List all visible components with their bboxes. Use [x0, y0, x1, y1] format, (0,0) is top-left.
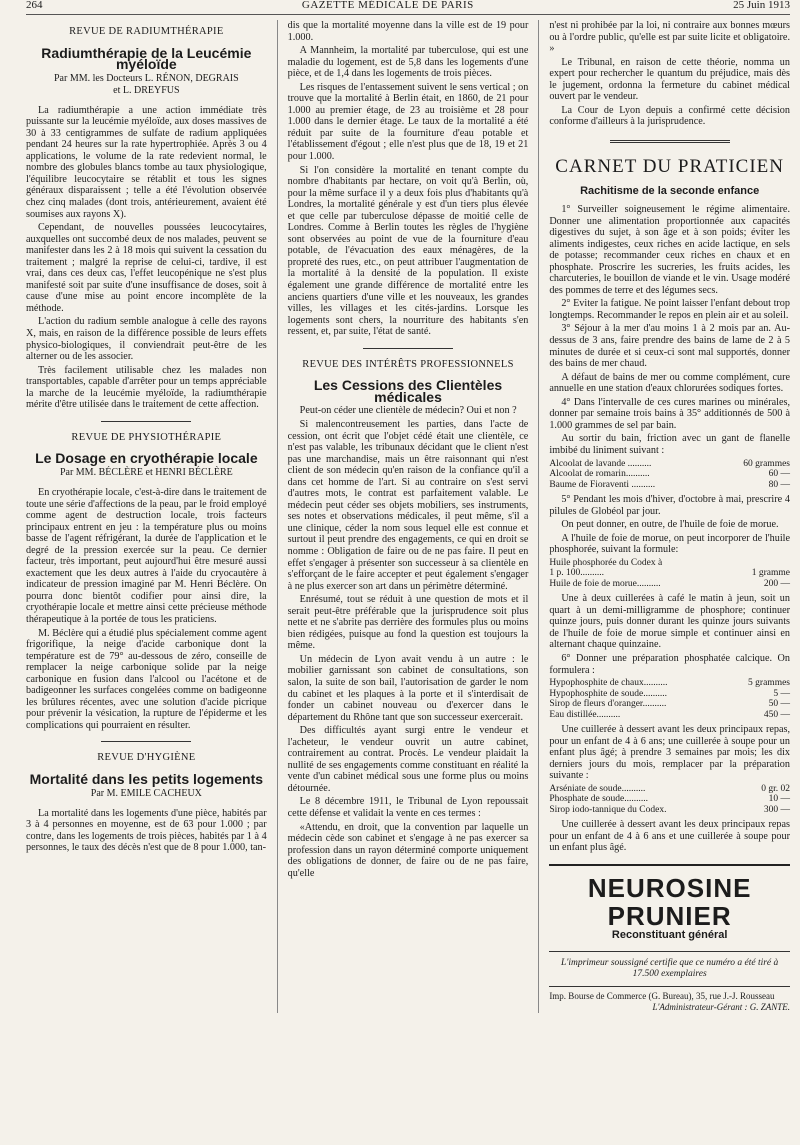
quantity: 450 —: [763, 709, 790, 720]
ingredient: Sirop de fleurs d'oranger..........: [549, 699, 667, 710]
advertisement: [549, 864, 790, 942]
paragraph: Une cuillerée à dessert avant les deux principaux repas pour un enfant de 4 à 6 ans et une cuillerée à soupe pour un enfant plus âgé.: [549, 819, 790, 854]
printer-line: Imp. Bourse de Commerce (G. Bureau), 35, rue J.-J. Rousseau: [549, 991, 775, 1002]
divider: [610, 140, 730, 143]
paragraph: Les risques de l'entassement suivent le sens vertical ; on trouve que la mortalité à Berlin était, en 1860, de 21 pour 1.000 au premier étage, de 23 au troisième et 28 pour 1.000 dans le dernier étage. Le taux de la mortalité a été réduit par suite de la fourniture d'eau potable et l'établissement d'égout ; elle n'est plus que de 18, 19 et 21 pour 1.000.: [287, 81, 529, 163]
paragraph: Très facilement utilisable chez les malades non transportables, capable d'arrêter pour un temps appréciable la marche de la leucémie myéloïde, la radiumthérapie mérite d'être utilisée dans le traitement de cette affection.: [26, 364, 267, 411]
column-3: [549, 20, 790, 1013]
article-authors: [26, 73, 267, 97]
paragraph: Une à deux cuillerées à café le matin à jeun, soit un quart à un demi-milligramme de phosphore; continuer quinze jours, puis donner durant les quinze jours suivants de l'huile de foie de morue simple et continuer ainsi en alternant chaque quinzaine.: [549, 593, 790, 651]
section-heading: REVUE D'HYGIÈNE: [97, 752, 196, 764]
recipe-row: [549, 568, 790, 579]
recipe-row: [549, 689, 790, 700]
recipe-row: [549, 469, 790, 480]
paragraph: Si l'on considère la mortalité en tenant compte du nombre d'habitants par hectare, on voit qu'à Berlin, où, pour la même surface il y a deux fois plus d'habitants qu'à Londres, la mortalité générale y est d'un tiers plus élevée et que celle par tuberculose dépasse de moitié celle de Londres. Comme à Berlin toutes les règles de l'hygiène sont observées au point de vue de la fourniture d'eau potable, de l'évacuation des eaux ménagères, de la propreté des rues, etc., on peut attribuer l'augmentation de la mortalité à la densité de la population. Il existe également une grande différence de mortalité entre les anciens quartiers d'une ville et les nouveaux, les grandes villes, les villages et les cités-jardins. Lorsque les logements sont chers, la nourriture des habitants s'en ressent, et, par suite, l'état de santé.: [287, 164, 529, 338]
paragraph: Enrésumé, tout se réduit à une question de mots et il serait peut-être préférable que la jurisprudence soit plus nette et ne s'abrite pas derrière des formules plus ou moins bien rédigées, puisque au fond la question est toujours la même.: [287, 594, 529, 652]
quantity: 1 gramme: [751, 568, 790, 579]
article-title: Mortalité dans les petits logements: [29, 770, 264, 787]
recipe-list: [549, 558, 790, 590]
quantity: 200 —: [763, 578, 790, 589]
quantity: 10 —: [768, 794, 790, 805]
ingredient: Baume de Fioraventi ..........: [549, 479, 656, 490]
recipe-list: [549, 784, 790, 816]
ingredient: Arséniate de soude..........: [549, 783, 646, 794]
article-title: Radiumthérapie de la Leucémie myéloïde: [41, 44, 252, 73]
paragraph: Le Tribunal, en raison de cette théorie, nomma un expert pour rechercher le quantum du préjudice, mais dès le jugement, ordonna la fermeture du cabinet médical ouvert par le vendeur.: [549, 56, 790, 103]
paragraph: «Attendu, en droit, que la convention par laquelle un médecin cède son cabinet et s'engage à ne pas exercer sa profession dans un rayon déterminé comporte uniquement des obligations de donner, de faire ou de ne pas faire, qu'elle: [287, 821, 529, 879]
section-heading: REVUE DE PHYSIOTHÉRAPIE: [71, 431, 222, 443]
recipe-row: [549, 805, 790, 816]
quantity: 60 grammes: [743, 458, 790, 469]
paragraph: Peut-on céder une clientèle de médecin? Oui et non ?: [299, 405, 517, 417]
carnet-subheading: Rachitisme de la seconde enfance: [580, 185, 760, 198]
ingredient: Huile de foie de morue..........: [549, 578, 661, 589]
quantity: 80 —: [768, 479, 790, 490]
recipe-row: [549, 459, 790, 470]
recipe-row: [549, 480, 790, 491]
paragraph: Cependant, de nouvelles poussées leucocytaires, auxquelles ont succombé deux de nos malades, peuvent se manifester dans les 2 à 18 mois qui suivent la cessation du traitement ; malgré la reprise de celui-ci, tardive, il est vrai, dans ces deux cas, l'effet leucopénique ne s'est plus manifesté soit par suite d'une insuffisance de doses, soit à cause d'une mise au point encore incomplète de la méthode.: [26, 222, 267, 314]
paragraph: 4° Dans l'intervalle de ces cures marines ou minérales, donner par semaine trois bains à 35° additionnés de 500 à 1.000 grammes de sel par bain.: [549, 396, 790, 431]
quantity: 60 —: [768, 469, 790, 479]
recipe-list: [549, 459, 790, 491]
page-header: [26, 0, 790, 15]
recipe-row: [549, 784, 790, 795]
column-divider: [277, 20, 278, 1013]
ingredient: Alcoolat de romarin..........: [549, 469, 650, 479]
print-run-notice: L'imprimeur soussigné certifie que ce numéro a été tiré à 17.500 exemplaires: [549, 951, 790, 980]
paragraph: L'action du radium semble analogue à celle des rayons X, mais, en raison de la différence possible de leurs effets physico-biologiques, il conviendrait peut-être de les alterner ou de les associer.: [26, 316, 267, 363]
ingredient: Alcoolat de lavande ..........: [549, 458, 652, 469]
paragraph: M. Béclère qui a étudié plus spécialement comme agent frigorifique, la neige d'acide carbonique dont la température est de 79° au-dessous de zéro, conseille de remplacer la neige carbonique solide par la neige carbonique en fusion dans l'alcool ou l'acétone et de badigeonner les surfaces congelées comme on badigeonne les brûlures récentes, avec une solution d'acide picrique pour prévenir la vésication, la rupture de l'épiderme et les complications qui pourraient en résulter.: [26, 627, 267, 731]
printer-footer: [549, 986, 790, 1013]
paragraph: n'est ni prohibée par la loi, ni contraire aux bonnes mœurs ou à l'ordre public, qu'elle est par suite licite et obligatoire. »: [549, 20, 790, 55]
paragraph: 5° Pendant les mois d'hiver, d'octobre à mai, prescrire 4 pilules de Globéol par jour.: [549, 494, 790, 517]
paragraph: 2° Eviter la fatigue. Ne point laisser l'enfant debout trop longtemps. Recommander le repos en plein air et au soleil.: [549, 298, 790, 321]
paragraph: En cryothérapie locale, c'est-à-dire dans le traitement de toute une série d'affections de la peau, par le froid employé comme agent de destruction locale, trois facteurs principaux entrent en jeu : la température plus ou moins basse de l'agent réfrigérant, la durée de l'application et le degré de la pression exercée sur la peau. Ce dernier facteur, très important, peut aujourd'hui être mesuré aussi exactement que les deux autres à l'aide du cryocautère à indicateur de pression imaginé par M. Henri Béclère. On pourra donc bientôt codifier pour ainsi dire, la cryothérapie locale et mettre ainsi cette précieuse méthode thérapeutique à la portée de tous les praticiens.: [26, 486, 267, 625]
quantity: 50 —: [768, 699, 790, 710]
authors-line: Par MM. les Docteurs L. RÉNON, DEGRAIS: [53, 72, 239, 84]
section-heading: REVUE DE RADIUMTHÉRAPIE: [69, 26, 224, 37]
divider: [101, 421, 191, 422]
divider: [101, 741, 191, 742]
paragraph: Des difficultés ayant surgi entre le vendeur et l'acheteur, le vendeur ouvrit un autre cabinet, contrairement au contrat. Procès. Le vendeur plaidait la nullité de ses engagements comme constituant en réalité la vente d'un cabinet médical sous une forme plus ou moins détournée.: [287, 725, 529, 794]
ad-brand: NEUROSINE PRUNIER: [587, 872, 752, 931]
quantity: 0 gr. 02: [761, 783, 790, 794]
paragraph: Si malencontreusement les parties, dans l'acte de cession, ont écrit que l'objet cédé était une clientèle, ce n'est pas valable, les tribunaux décidant que le client n'est pas une marchandise, mais un être raisonnant qui n'est client de son médecin qu'en raison de la confiance qu'il a dans cet homme de l'art. Si au contraire on s'est servi d'autres mots, le contrat est parfaitement valable. Le médecin peut céder ses objets mobiliers, ses instruments, ses notes et observations médicales, il peut même, s'il a une clinique, céder la nom sous lequel elle est connue et surtout il peut prendre des engagements, ce qui en droit se nomme : Obligation de faire ou de ne pas faire. Il peut en effet s'engager à présenter son successeur à sa clientèle en s'efforçant de le faire accepter et peut également s'engager à ne plus exercer son art dans un périmètre déterminé.: [287, 418, 529, 592]
ingredient: Phosphate de soude..........: [549, 794, 648, 805]
recipe-row: [549, 558, 790, 569]
paragraph: Le 8 décembre 1911, le Tribunal de Lyon repoussait cette défense et validait la vente en ces termes :: [287, 796, 529, 819]
recipe-row: [549, 699, 790, 710]
quantity: 300 —: [763, 804, 790, 815]
paragraph: 3° Séjour à la mer d'au moins 1 à 2 mois par an. Au-dessus de 3 ans, faire prendre des bains de lame de 2 à 5 minutes de durée et si ceux-ci sont mal supportés, donner des bains de mer chaud.: [549, 323, 790, 370]
paragraph: A défaut de bains de mer ou comme complément, cure annuelle en une station d'eaux chlorurées sodiques fortes.: [549, 371, 790, 395]
authors-line: et L. DREYFUS: [113, 84, 180, 96]
ingredient: 1 p. 100..........: [549, 568, 604, 579]
section-heading: REVUE DES INTÉRÊTS PROFESSIONNELS: [302, 358, 514, 370]
publication-title: GAZETTE MÉDICALE DE PARIS: [301, 0, 474, 11]
paragraph: dis que la mortalité moyenne dans la ville est de 19 pour 1.000.: [287, 20, 529, 43]
recipe-list: [549, 678, 790, 720]
ingredient: Sirop iodo-tannique du Codex.: [549, 804, 667, 815]
paragraph: 6° Donner une préparation phosphatée calcique. On formulera :: [549, 652, 790, 676]
article-authors: Par MM. BÉCLÈRE et HENRI BÉCLÈRE: [59, 466, 233, 478]
paragraph: On peut donner, en outre, de l'huile de foie de morue.: [561, 519, 779, 531]
page-number: 264: [26, 0, 43, 11]
manager-line: L'Administrateur-Gérant : G. ZANTE.: [652, 1002, 790, 1013]
ingredient: Hypophosphite de soude..........: [549, 688, 667, 699]
recipe-row: [549, 579, 790, 590]
issue-date: 25 Juin 1913: [733, 0, 790, 11]
quantity: 5 —: [773, 688, 790, 699]
ingredient: Eau distillée..........: [549, 709, 621, 720]
divider: [363, 348, 453, 349]
paragraph: A Mannheim, la mortalité par tuberculose, qui est une maladie du logement, est de 5,8 dans les logements d'une pièce, et de 1,4 dans les logements de trois pièces.: [287, 45, 529, 80]
article-title: Le Dosage en cryothérapie locale: [35, 450, 258, 467]
recipe-row: [549, 678, 790, 689]
quantity: 5 grammes: [748, 678, 790, 689]
article-authors: Par M. EMILE CACHEUX: [90, 787, 202, 799]
paragraph: La mortalité dans les logements d'une pièce, habités par 3 à 4 personnes en moyenne, est de 63 pour 1.000 ; par contre, dans les logements de trois pièces, habités par 1 à 4 personnes, le taux des décès n'est que de 8 pour 1.000, tan-: [26, 807, 267, 854]
ingredient: Huile phosphorée du Codex à: [549, 557, 663, 568]
column-2: [288, 20, 529, 1013]
column-1: [26, 20, 267, 1013]
column-divider: [538, 20, 539, 1013]
paragraph: La Cour de Lyon depuis a confirmé cette décision conforme d'ailleurs à la jurisprudence.: [549, 104, 790, 128]
paragraph: Au sortir du bain, friction avec un gant de flanelle imbibé du liniment suivant :: [549, 433, 790, 456]
paragraph: A l'huile de foie de morue, on peut incorporer de l'huile phosphorée, suivant la formule:: [549, 532, 790, 556]
ingredient: Hypophosphite de chaux..........: [549, 678, 668, 689]
paragraph: 1° Surveiller soigneusement le régime alimentaire. Donner une alimentation proportionnée aux capacités digestives du sujet, à son âge et à son poids; éviter les aliments indigestes, ceux riches en acide lactique, en sels de potasse; recommander ceux riches en chaux et en phosphate. Proscrire les sucreries, les fruits acides, les charcuteries, le bouillon de viande et le vin. Usage modéré des pommes de terre et des légumes secs.: [549, 204, 790, 296]
article-title: Les Cessions des Clientèles médicales: [313, 377, 503, 405]
carnet-heading: CARNET DU PRATICIEN: [555, 155, 785, 177]
paragraph: Un médecin de Lyon avait vendu à un autre : le mobilier garnissant son cabinet de consultations, son salon, la suite de son bail, l'autorisation de garder le nom du cabinet et les plaques à la porte et il s'interdisait de fonder un cabinet nouveau ou d'exercer dans le département du Rhône tant que son successeur exercerait.: [287, 653, 529, 723]
ad-tagline: Reconstituant général: [611, 928, 728, 941]
recipe-row: [549, 794, 790, 805]
paragraph: La radiumthérapie a une action immédiate très puissante sur la leucémie myéloïde, aux doses massives de 30 à 33 centigrammes de sulfate de radium appliquées pendant 24 heures sur la rate hypertrophiée. Après 3 ou 4 applications, le volume de la rate redevient normal, le nombre des globules blancs tombe au taux physiologique, l'équilibre leucocytaire se rétablit et tous les signes généraux disparaissent ; telle a été l'évolution observée chez cinq malades (dont trois, antérieurement, avaient été soumises aux rayons X).: [26, 104, 267, 220]
recipe-row: [549, 710, 790, 721]
paragraph: Une cuillerée à dessert avant les deux principaux repas, pour un enfant de 4 à 6 ans; une cuillerée à soupe pour un enfant plus âgé; à prendre 3 semaines par mois; les dix derniers jours du mois, remplacer par la préparation suivante :: [549, 724, 790, 782]
